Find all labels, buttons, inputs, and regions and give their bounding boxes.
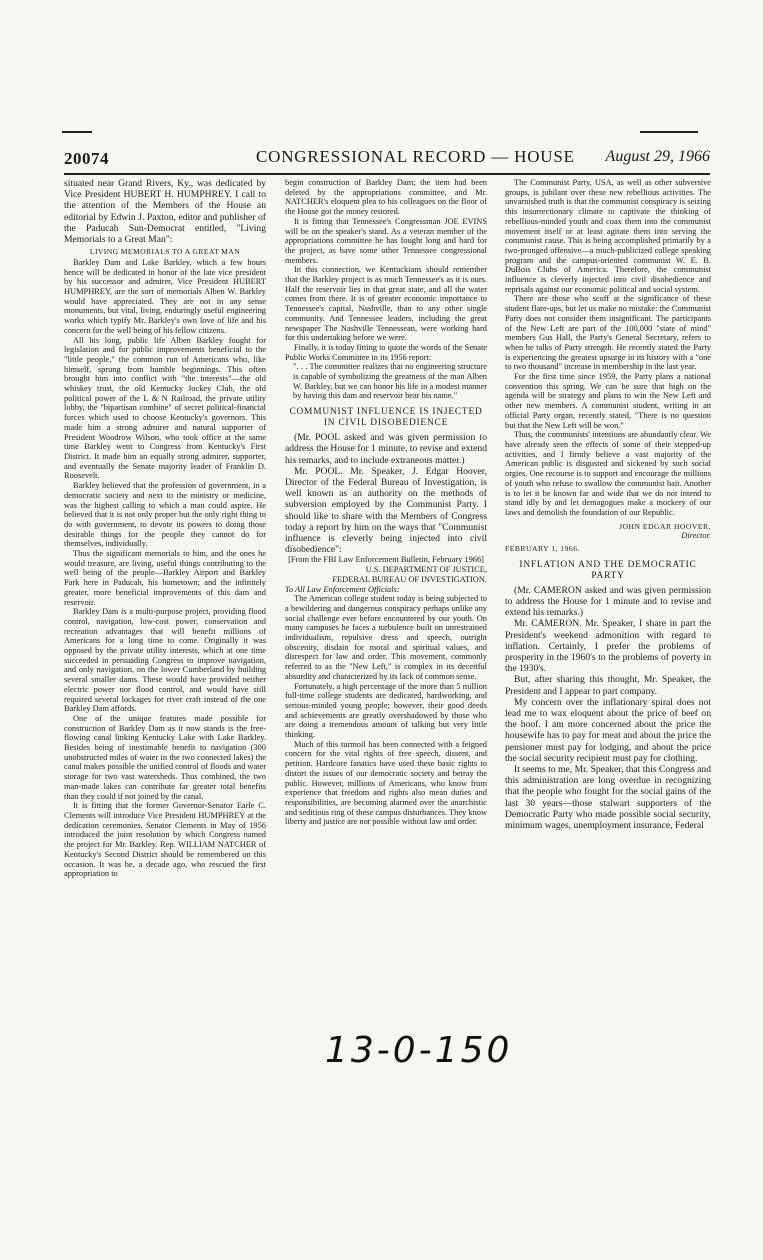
editorial-heading: LIVING MEMORIALS TO A GREAT MAN	[89, 247, 241, 257]
handwritten-file-number: 13-0-150	[325, 1030, 513, 1071]
paragraph: It is fitting that the former Governor-Senator Earle C. Clements will introduce Vice President HUMPHREY at the dedication ceremonies. Senator Clements in May of 1956 introduced the joint resolution by which Congress named the project for Mr. Barkley. Rep. WILLIAM NATCHER of Kentucky's Second District should be remembered on this occasion. It was he, a decade ago, who rescued the first appropriation to	[64, 801, 266, 879]
source-citation: [From the FBI Law Enforcement Bulletin, February 1966]	[288, 555, 484, 565]
paragraph: situated near Grand Rivers, Ky., was dedicated by Vice President HUBERT H. HUMPHREY. I call to the attention of the Members of the House an editorial by Edwin J. Paxton, editor and publisher of the Paducah Sun-Democrat entitled, "Living Memorials to a Great Man":	[64, 178, 266, 246]
paragraph: Barkley believed that the profession of government, in a democratic society and next to the ministry or medicine, was the highest calling to which a man could aspire. He believed that it is not only proper but the only right thing to do with government, to devote its powers to doing those desirable things for the people they cannot do for themselves, individually.	[64, 481, 266, 549]
page-header	[64, 143, 710, 175]
signature-name: JOHN EDGAR HOOVER,	[619, 521, 711, 531]
paragraph: It seems to me, Mr. Speaker, that this Congress and this administration are long overdue in recognizing that the people who fought for the social gains of the last 30 years—those stalwart supporters of the Democratic Party who made possible social security, minimum wages, unemployment insurance, Federal	[505, 763, 711, 831]
paragraph: One of the unique features made possible for construction of Barkley Dam as it now stands is the free-flowing canal linking Kentucky Lake with Lake Barkley. Besides being of inestimable benefit to navigation (300 unobstructed miles of water in the two connected lakes) the canal makes possible the unified control of floods and water storage for two vast watersheds. Thus combined, the two man-made lakes can contribute far greater total benefits than they could if not joined by the canal.	[64, 713, 266, 801]
paragraph: Thus the significant memorials to him, and the ones he would treasure, are living, useful things contributing to the well being of the people—Barkley Airport and Barkley Park here in Paducah, his hometown; and the infinitely greater, more beneficial improvements of this dam and reservoir.	[64, 549, 266, 607]
paragraph: But, after sharing this thought, Mr. Speaker, the President and I appear to part company.	[505, 674, 711, 697]
paragraph: The Communist Party, USA, as well as other subversive groups, is jubilant over these new rebellious activities. The unvarnished truth is that the communist conspiracy is seizing this insurrectionary climate to captivate the thinking of rebellious-minded youth and coax them into the communist movement itself or at least agitate them into serving the communist cause. This is being accomplished primarily by a two-pronged offensive—a much-publicized college speaking program and the campus-oriented communist W. E. B. DuBois Clubs of America. Therefore, the communist influence is cleverly injected into civil disobedience and reprisals against our economic political and social system.	[505, 178, 711, 294]
hole-punch-mark-left	[62, 131, 92, 133]
paragraph: In this connection, we Kentuckians should remember that the Barkley project is as much Tennessee's as it is ours. Half the reservoir lies in that great state, and all the water comes from there. It is of greater economic importance to Tennessee's capital, Nashville, than to any other single community. And Tennessee leaders, including the great newspaper The Nashville Tennessean, were working hard for this undertaking before we were.	[285, 265, 487, 343]
column-right	[505, 178, 711, 1058]
paragraph: All his long, public life Alben Barkley fought for legislation and for public improvements beneficial to the "little people," the common run of Americans who, like himself, sprung from humble beginnings. This often brought him into conflict with "the interests"—the old whiskey trust, the old Kentucky Jockey Club, the old political power of the L & N Railroad, the private utility lobby, the "bipartisan combine" of secret political-financial forces which used to choose Kentucky's governors. This made him a strong admirer and natural supporter of President Woodrow Wilson, who took office at the same time Barkley went to Congress from Kentucky's First District. It made him an equally strong admirer, supporter, and eventually the Senate majority leader of Franklin D. Roosevelt.	[64, 335, 266, 481]
section-heading-communist-influence: COMMUNIST INFLUENCE IS INJECTED IN CIVIL DISOBEDIENCE	[289, 407, 483, 429]
publication-title: CONGRESSIONAL RECORD — HOUSE	[256, 147, 575, 166]
paragraph: There are those who scoff at the significance of these student flare-ups, but let us make no mistake: the Communist Party does not consider them insignificant. The participants of the New Left are part of the 100,000 "state of mind" members Gus Hall, the Party's General Secretary, refers to when he talks of Party strength. He recently stated the Party is experiencing the greatest upsurge in its history with a "one to two thousand" increase in membership in the last year.	[505, 294, 711, 372]
section-heading-inflation: INFLATION AND THE DEMOCRATIC PARTY	[519, 559, 697, 581]
paragraph: Thus, the communists' intentions are abundantly clear. We have already seen the effects of some of their stepped-up activities, and I firmly believe a vast majority of the American public is disgusted and sickened by such social orgies. One recourse is to support and encourage the millions of youth who refuse to swallow the communist bait. Another is to let it be known far and wide that we do not intend to stand idly by and let demagogues make a mockery of our laws and demolish the foundation of our Republic.	[505, 430, 711, 517]
paragraph: Fortunately, a high percentage of the more than 5 million full-time college students are dedicated, hardworking, and serious-minded young people; however, their good deeds and achievements are greatly overshadowed by those who are doing a tremendous amount of talking but very little thinking.	[285, 681, 487, 740]
paragraph: begin construction of Barkley Dam; the item had been deleted by the appropriations committee, and Mr. NATCHER's eloquent plea to his colleagues on the floor of the House got the money restored.	[285, 178, 487, 217]
column-left	[64, 178, 266, 1058]
paragraph: For the first time since 1959, the Party plans a national convention this spring. We can be sure that high on the agenda will be strategy and plans to win the New Left and other new members. A communist student, writing in an official Party organ, recently stated, "There is no question but that the New Left will be won."	[505, 372, 711, 430]
block-quote: ". . . The committee realizes that no engineering structure is capable of symbolizing the greatness of the man Alben W. Barkley, but we can honor his life in a modest manner by having this dam and reservoir bear his name."	[293, 362, 487, 401]
paragraph: Much of this turmoil has been connected with a feigned concern for the vital rights of free speech, dissent, and petition. Hardcore fanatics have used these basic rights to distort the issues of our democratic society and betray the public. However, millions of Americans, who know from experience that freedom and rights also mean duties and responsibilities, are becoming alarmed over the anarchistic and seditious ring of these campus disturbances. They know liberty and justice are not possible without law and order.	[285, 739, 487, 827]
paragraph: It is fitting that Tennessee's Congressman JOE EVINS will be on the speaker's stand. As a veteran member of the appropriations committee he has fought long and hard for the project, as have some other Tennessee congressional members.	[285, 216, 487, 265]
paragraph: (Mr. POOL asked and was given permission to address the House for 1 minute, to revise and extend his remarks, and to include extraneous matter.)	[285, 432, 487, 466]
paragraph: Mr. POOL. Mr. Speaker, J. Edgar Hoover, Director of the Federal Bureau of Investigation, is well known as an authority on the methods of subversion employed by the Communist Party. I should like to share with the Members of Congress today a report by him on the ways that "Communist influence is cleverly being injected into civil disobedience":	[285, 465, 487, 556]
hole-punch-mark-right	[640, 131, 698, 133]
paragraph: My concern over the inflationary spiral does not lead me to wax eloquent about the price of beef on the hoof. I am more concerned about the price the housewife has to pay for meat and about the price the pensioner must pay for lodging, and about the price the social security recipient must pay for clothing.	[505, 696, 711, 764]
column-middle	[285, 178, 487, 1058]
paragraph: Mr. CAMERON. Mr. Speaker, I share in part the President's weekend admonition with regard to inflation. Certainly, I prefer the problems of prosperity in the 1960's to the problems of poverty in the 1930's.	[505, 618, 711, 675]
paragraph: Finally, it is today fitting to quote the words of the Senate Public Works Committee in its 1956 report:	[285, 342, 487, 362]
paragraph: Barkley Dam and Lake Barkley, which a few hours hence will be dedicated in honor of the late vice president by his successor and admirer, Vice President HUBERT HUMPHREY, are the sort of memorials Alben W. Barkley would have appreciated. They are not in any sense monuments, but vital, living, enduringly useful engineering works which typify Mr. Barkley's own love of life and his concern for the well being of his fellow citizens.	[64, 257, 266, 335]
paragraph: (Mr. CAMERON asked and was given permission to address the House for 1 minute and to revise and extend his remarks.)	[505, 584, 711, 619]
paragraph: Barkley Dam is a multi-purpose project, providing flood control, navigation, low-cost power, conservation and recreation advantages that will benefit millions of Americans for a long time to come. Originally it was opposed by the private utility interests, which at one time succeeded in persuading Congress to improve navigation, and only navigation, on the lower Cumberland by building several smaller dams. These would have provided neither electric power nor flood control, and would have still required several lockages for river craft instead of the one Barkley Dam affords.	[64, 607, 266, 714]
bureau-line: FEDERAL BUREAU OF INVESTIGATION.	[332, 574, 487, 584]
letter-date: FEBRUARY 1, 1966.	[505, 544, 580, 554]
department-line: U.S. DEPARTMENT OF JUSTICE,	[365, 565, 487, 575]
issue-date: August 29, 1966	[605, 148, 710, 165]
paragraph: The American college student today is being subjected to a bewildering and dangerous conspiracy perhaps unlike any social challenge ever before encountered by our youth. On many campuses he faces a turbulence built on unrestrained individualism, repulsive dress and speech, outright obscenity, disdain for moral and spiritual values, and disrespect for law and order. This movement, commonly referred to as the "New Left," is complex in its deceitful absurdity and characterized by its lack of common sense.	[285, 594, 487, 681]
page-number: 20074	[64, 149, 109, 168]
salutation: To All Law Enforcement Officials:	[285, 584, 400, 594]
signature-title: Director.	[681, 531, 711, 541]
